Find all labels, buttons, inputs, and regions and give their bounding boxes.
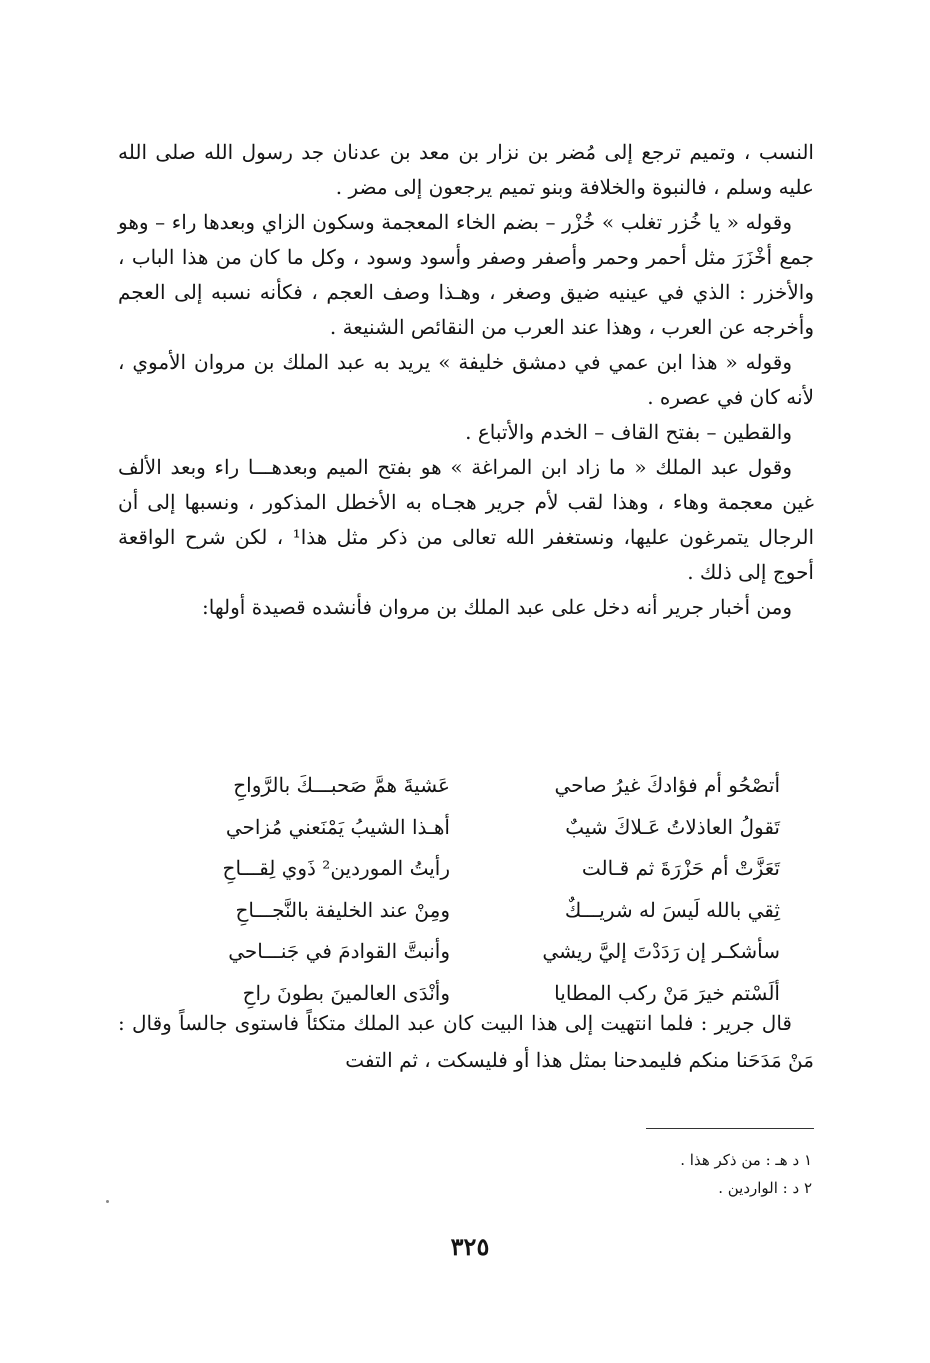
paragraph-khuzr: وقوله « يا خُزر تغلب » خُزْر – بضم الخاء المعجمة وسكون الزاي وبعدها راء – وهو جمع أخْزَرَ مثل أحمر وحمر وأصفر وصفر وأسود وسود ، وكل ما كان من هذا الباب ، والأخزر : الذي في عينيه ضيق وصغر ، وهـذا وصف العجم ، فكأنه نسبه إلى العجم وأخرجه عن العرب ، وهذا عند العرب من النقائص الشنيعة . [118,210,814,339]
body-text [118,135,814,625]
verse-second-hemistich: ومِنْ عند الخليفة بالنَّجـــاحِ [235,897,450,922]
poem-verse [150,765,780,807]
poem-verse [150,807,780,849]
footnote-divider [646,1128,814,1129]
paragraph-qatin: والقطين – بفتح القاف – الخدم والأتباع . [465,420,792,444]
paragraph-jarir-account: قال جرير : فلما انتهيت إلى هذا البيت كان عبد الملك متكئاً فاستوى جالساً وقال : مَنْ مَدَحَنا منكم فليمدحنا بمثل هذا أو فليسكت ، ثم التفت [118,1011,814,1072]
verse-first-hemistich: أتصْحُو أم فؤادكَ غيرُ صاحي [554,773,780,797]
poem [150,765,780,1015]
footnotes [500,1146,812,1202]
verse-second-hemistich: وأنْدَى العالمينَ بطونَ راحِ [242,980,450,1005]
verse-second-hemistich: أهـذا الشيبُ يَمْنَعني مُزاحي [225,814,450,839]
paragraph-poem-intro: ومن أخبار جرير أنه دخل على عبد الملك بن مروان فأنشده قصيدة أولها: [202,595,792,619]
paragraph-ibn-al-maragha: وقول عبد الملك « ما زاد ابن المراغة » هو بفتح الميم وبعدهـــا راء وبعد الألف غين معجمة وهاء ، وهذا لقب لأم جرير هجـاه به الأخطل المذكور ، ونسبها إلى أن الرجال يتمرغون عليها، ونستغفر الله تعالى من ذكر مثل هذا¹ ، لكن شرح الواقعة أحوج إلى ذلك . [118,455,815,584]
paragraph-cousin-caliph: وقوله « هذا ابن عمي في دمشق خليفة » يريد به عبد الملك بن مروان الأموي ، لأنه كان في عصره . [118,350,814,409]
verse-first-hemistich: سأشكـر إن رَدَدْتَ إليَّ ريشي [542,939,780,964]
verse-first-hemistich: تَقولُ العاذلاتُ عَـلاكَ شيبٌ [565,814,780,839]
poem-verse [150,848,780,890]
verse-first-hemistich: ثِقي بالله لَيسَ له شريـــكٌ [564,897,780,922]
footnote-2: ٢ د : الواردين . [718,1179,812,1197]
verse-first-hemistich: ألَسْتم خيرَ مَنْ ركب المطايا [554,980,780,1005]
scan-speck [106,1200,109,1203]
poem-verse [150,931,780,973]
verse-first-hemistich: تَعَزَّتْ أم حَزْرَةَ ثم قـالت [581,856,780,881]
paragraph-genealogy: النسب ، وتميم ترجع إلى مُضر بن نزار بن معد بن عدنان جد رسول الله صلى الله عليه وسلم ، فالنبوة والخلافة وبنو تميم يرجعون إلى مضر . [118,140,814,199]
verse-second-hemistich: عَشيةَ همَّ صَحبـــكَ بالرَّواحِ [233,773,450,797]
page-number: ٣٢٥ [450,1232,490,1261]
footnote-1: ١ د هـ : من ذكر هذا . [680,1151,812,1169]
poem-verse [150,890,780,932]
verse-second-hemistich: رأيتُ الموردين² ذَوي لِقـــاحِ [222,856,450,881]
verse-second-hemistich: وأنبتَّ القوادمَ في جَنـــاحي [228,939,450,964]
